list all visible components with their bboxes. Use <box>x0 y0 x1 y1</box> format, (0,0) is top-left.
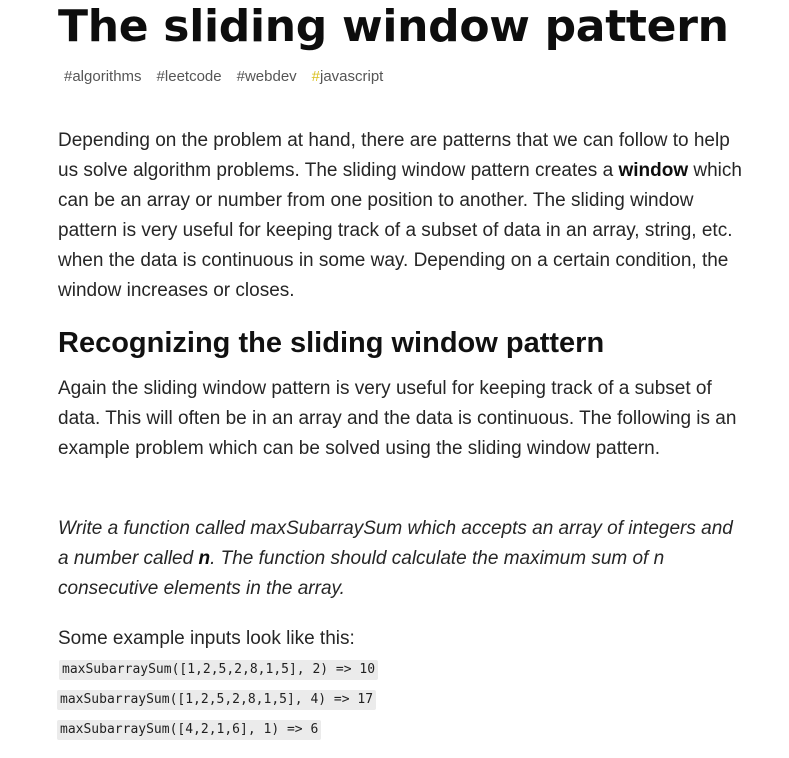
section-heading: Recognizing the sliding window pattern <box>58 327 605 359</box>
code-example-3: maxSubarraySum([4,2,1,6], 1) => 6 <box>57 720 321 740</box>
tag-label: webdev <box>244 68 297 85</box>
tag-hash: # <box>64 68 73 85</box>
problem-text-end: . The function should calculate the maximum sum of n consecutive elements in the array. <box>58 548 665 599</box>
code-example-1: maxSubarraySum([1,2,5,2,8,1,5], 2) => 10 <box>59 660 378 680</box>
article-title: The sliding window pattern <box>58 1 729 52</box>
intro-bold-term: window <box>618 160 689 181</box>
tag-webdev[interactable] <box>237 67 297 87</box>
tag-label: javascript <box>320 68 384 85</box>
tag-label: algorithms <box>72 68 142 85</box>
examples-intro: Some example inputs look like this: <box>58 628 355 649</box>
tag-algorithms[interactable] <box>64 67 142 87</box>
intro-text-end: which can be an array or number from one position to another. The sliding window pattern is very useful for keeping track of a subset of data in an array, string, etc. when the data is continuous in some way. Depending on a certain condition, the window increases or closes. <box>58 160 742 301</box>
problem-statement <box>58 514 748 604</box>
section-paragraph: Again the sliding window pattern is very useful for keeping track of a subset of data. This will often be in an array and the data is continuous. The following is an example problem which can be solved using the sliding window pattern. <box>58 378 737 459</box>
code-example-2: maxSubarraySum([1,2,5,2,8,1,5], 4) => 17 <box>57 690 376 710</box>
tag-hash: # <box>311 68 320 85</box>
problem-text-start: Write a function called maxSubarraySum which accepts an array of integers and a number called <box>58 518 733 569</box>
tag-javascript[interactable] <box>312 67 384 87</box>
tag-hash: # <box>236 68 245 85</box>
tag-hash: # <box>156 68 165 85</box>
intro-paragraph <box>58 126 748 306</box>
intro-text-start: Depending on the problem at hand, there are patterns that we can follow to help us solve algorithm problems. The sliding window pattern creates a <box>58 130 730 181</box>
tag-leetcode[interactable] <box>157 67 222 87</box>
tag-label: leetcode <box>164 68 222 85</box>
problem-bold-term: n <box>198 548 211 569</box>
tag-list <box>64 67 383 87</box>
